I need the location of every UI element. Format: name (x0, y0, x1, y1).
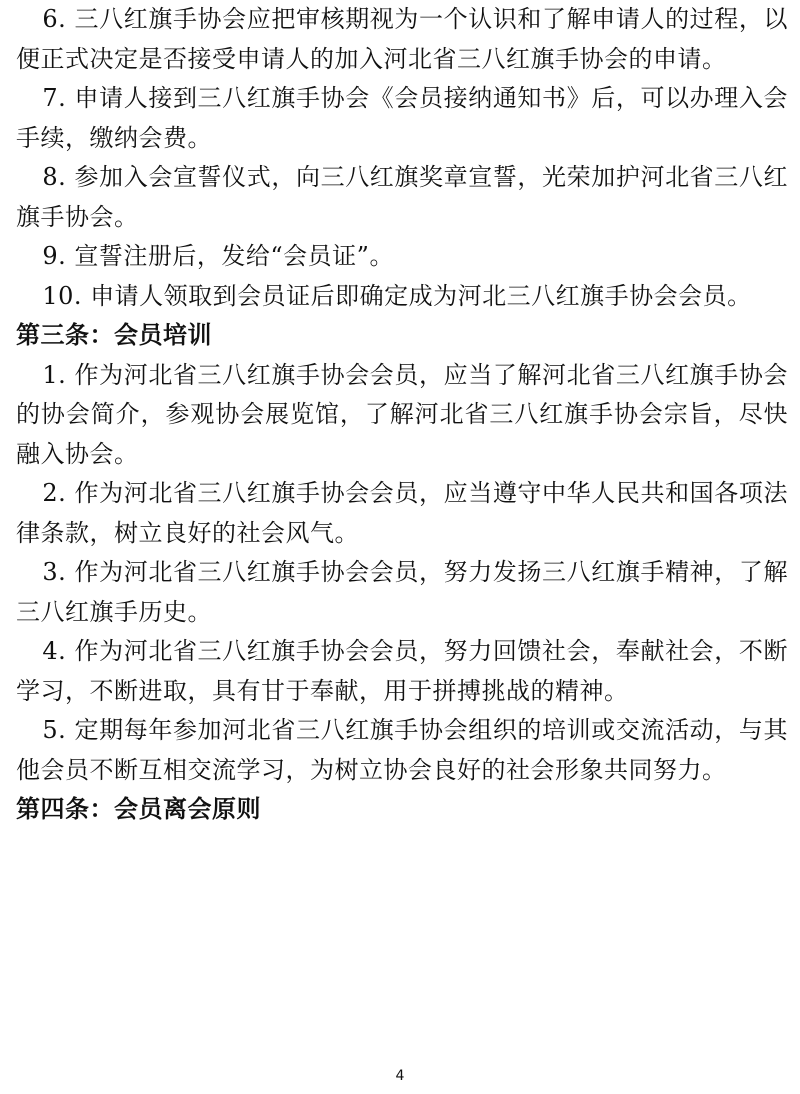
training-item-3: 3. 作为河北省三八红旗手协会会员，努力发扬三八红旗手精神，了解三八红旗手历史。 (16, 558, 788, 626)
page-number: 4 (395, 1068, 405, 1084)
section-4-heading: 第四条：会员离会原则 (16, 795, 261, 823)
membership-step-8: 8. 参加入会宣誓仪式，向三八红旗奖章宣誓，光荣加护河北省三八红旗手协会。 (16, 163, 788, 231)
training-item-2: 2. 作为河北省三八红旗手协会会员，应当遵守中华人民共和国各项法律条款，树立良好的社会风气。 (16, 479, 788, 547)
section-3-heading: 第三条：会员培训 (16, 321, 212, 349)
membership-step-6: 6. 三八红旗手协会应把审核期视为一个认识和了解申请人的过程，以便正式决定是否接受申请人的加入河北省三八红旗手协会的申请。 (16, 5, 788, 73)
membership-step-7: 7. 申请人接到三八红旗手协会《会员接纳通知书》后，可以办理入会手续，缴纳会费。 (16, 84, 788, 152)
training-item-4: 4. 作为河北省三八红旗手协会会员，努力回馈社会，奉献社会，不断学习，不断进取，具有甘于奉献，用于拼搏挑战的精神。 (16, 637, 788, 705)
membership-step-9: 9. 宣誓注册后，发给“会员证”。 (42, 242, 394, 270)
training-item-1: 1. 作为河北省三八红旗手协会会员，应当了解河北省三八红旗手协会的协会简介，参观协会展览馆，了解河北省三八红旗手协会宗旨，尽快融入协会。 (16, 360, 788, 468)
document-page (16, 0, 788, 830)
membership-step-10: 10. 申请人领取到会员证后即确定成为河北三八红旗手协会会员。 (42, 281, 752, 310)
training-item-5: 5. 定期每年参加河北省三八红旗手协会组织的培训或交流活动，与其他会员不断互相交流学习，为树立协会良好的社会形象共同努力。 (16, 716, 788, 784)
